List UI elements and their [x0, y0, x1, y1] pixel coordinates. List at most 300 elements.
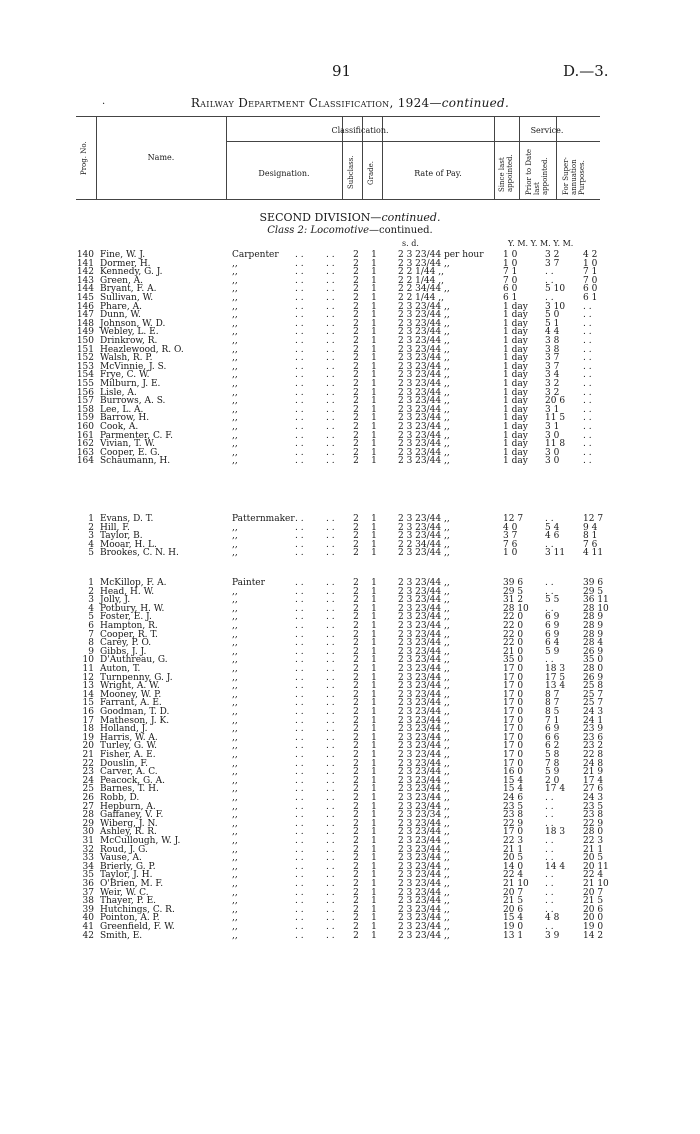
leader-dots: . .: [295, 810, 304, 821]
leader-dots: . .: [295, 638, 304, 649]
row-number: 160: [76, 422, 94, 432]
row-prior-service: . .: [545, 539, 554, 550]
row-grade: 1: [371, 379, 377, 389]
row-rate-of-pay: 2 2 1/44 ,,: [398, 293, 444, 303]
row-grade: 1: [371, 612, 377, 623]
row-prior-service: 6 4: [545, 638, 560, 649]
row-prior-service: . .: [545, 793, 554, 803]
row-superannuation: . .: [583, 344, 592, 355]
leader-dots: . .: [295, 603, 304, 614]
row-since-appointed: 1 day: [503, 318, 528, 329]
row-name: Hampton, R.: [100, 621, 158, 631]
row-designation: ,,: [232, 586, 238, 597]
leader-dots: . .: [295, 267, 304, 278]
row-since-appointed: 31 2: [503, 595, 524, 606]
row-grade: 1: [371, 715, 377, 726]
row-prior-service: . .: [545, 603, 554, 614]
row-since-appointed: 7 6: [503, 539, 518, 550]
row-rate-of-pay: 2 3 23/44 ,,: [398, 724, 450, 735]
row-designation: ,,: [232, 887, 238, 898]
row-subclass: 2: [353, 896, 359, 907]
row-prior-service: 4 8: [545, 913, 560, 924]
row-designation: ,,: [232, 336, 238, 346]
row-number: 31: [82, 836, 94, 846]
row-prior-service: 6 9: [545, 629, 560, 640]
row-rate-of-pay: 2 3 23/44 ,,: [398, 612, 450, 623]
row-name: Schaumann, H.: [100, 456, 171, 467]
row-since-appointed: 15 4: [503, 913, 524, 924]
row-grade: 1: [371, 514, 377, 524]
row-since-appointed: 12 7: [503, 514, 524, 524]
leader-dots: . .: [326, 827, 335, 838]
row-rate-of-pay: 2 3 23/44 ,,: [398, 646, 450, 657]
leader-dots: . .: [295, 578, 304, 588]
row-superannuation: 28 0: [583, 827, 604, 838]
leader-dots: . .: [295, 612, 304, 623]
row-subclass: 2: [353, 853, 359, 864]
row-name: Taylor, B.: [100, 531, 143, 542]
leader-dots: . .: [295, 379, 304, 389]
row-subclass: 2: [353, 715, 359, 726]
leader-dots: . .: [326, 646, 335, 657]
row-designation: ,,: [232, 447, 238, 458]
row-number: 140: [76, 250, 94, 260]
class-heading: Class 2: Locomotive—continued.: [267, 225, 433, 236]
row-since-appointed: 23 8: [503, 810, 524, 821]
row-subclass: 2: [353, 327, 359, 338]
leader-dots: . .: [295, 922, 304, 932]
row-number: 150: [76, 336, 94, 346]
leader-dots: . .: [326, 327, 335, 338]
leader-dots: . .: [326, 732, 335, 743]
row-subclass: 2: [353, 922, 359, 932]
row-number: 24: [82, 775, 94, 786]
row-designation: ,,: [232, 844, 238, 855]
row-since-appointed: 17 0: [503, 741, 524, 752]
leader-dots: . .: [326, 514, 335, 524]
row-grade: 1: [371, 387, 377, 398]
row-subclass: 2: [353, 741, 359, 752]
row-since-appointed: 20 7: [503, 887, 524, 898]
row-since-appointed: 1 day: [503, 344, 528, 355]
row-designation: ,,: [232, 379, 238, 389]
row-since-appointed: 35 0: [503, 655, 524, 666]
leader-dots: . .: [295, 707, 304, 717]
leader-dots: . .: [326, 904, 335, 915]
leader-dots: . .: [326, 430, 335, 441]
row-name: Vivian, T. W.: [100, 439, 156, 450]
row-superannuation: 28 10: [583, 603, 609, 614]
row-rate-of-pay: 2 3 23/44 ,,: [398, 767, 450, 778]
leader-dots: . .: [295, 514, 304, 524]
row-name: Barrow, H.: [100, 413, 150, 424]
row-prior-service: . .: [545, 853, 554, 864]
row-since-appointed: 19 0: [503, 922, 524, 932]
row-grade: 1: [371, 922, 377, 932]
row-number: 15: [82, 698, 94, 709]
row-rate-of-pay: 2 3 23/44 ,,: [398, 603, 450, 614]
row-subclass: 2: [353, 621, 359, 631]
row-rate-of-pay: 2 3 23/44 ,,: [398, 638, 450, 649]
row-subclass: 2: [353, 879, 359, 889]
row-prior-service: 5 0: [545, 310, 560, 321]
row-rate-of-pay: 2 3 23/44 ,,: [398, 818, 450, 829]
row-name: Carey, P. O.: [100, 638, 152, 649]
row-name: Burrows, A. S.: [100, 396, 166, 407]
leader-dots: . .: [326, 447, 335, 458]
row-number: 18: [82, 724, 94, 735]
row-prior-service: . .: [545, 293, 554, 303]
row-grade: 1: [371, 646, 377, 657]
row-superannuation: 24 3: [583, 793, 604, 803]
service-units: Y. M. Y. M. Y. M.: [508, 239, 574, 248]
leader-dots: . .: [326, 404, 335, 415]
row-rate-of-pay: 2 3 23/44 ,,: [398, 310, 450, 321]
leader-dots: . .: [295, 775, 304, 786]
row-since-appointed: 17 0: [503, 827, 524, 838]
row-grade: 1: [371, 810, 377, 821]
row-prior-service: 17 5: [545, 672, 566, 683]
row-designation: ,,: [232, 404, 238, 415]
row-name: Drinkrow, R.: [100, 336, 158, 346]
row-number: 2: [88, 586, 94, 597]
row-designation: ,,: [232, 793, 238, 803]
leader-dots: . .: [326, 603, 335, 614]
leader-dots: . .: [326, 767, 335, 778]
row-rate-of-pay: 2 3 23/44 ,,: [398, 801, 450, 812]
row-since-appointed: 17 0: [503, 715, 524, 726]
row-since-appointed: 17 0: [503, 689, 524, 700]
row-superannuation: 9 4: [583, 522, 598, 533]
row-designation: ,,: [232, 267, 238, 278]
table-row: [0, 456, 700, 467]
row-superannuation: 25 8: [583, 681, 604, 692]
leader-dots: . .: [295, 672, 304, 683]
leader-dots: . .: [295, 621, 304, 631]
leader-dots: . .: [326, 413, 335, 424]
leader-dots: . .: [326, 267, 335, 278]
row-since-appointed: 1 day: [503, 353, 528, 364]
row-name: Goodman, T. D.: [100, 707, 170, 717]
row-superannuation: 6 1: [583, 293, 598, 303]
leader-dots: . .: [326, 638, 335, 649]
row-number: 154: [76, 370, 94, 381]
row-number: 16: [82, 707, 94, 717]
row-superannuation: 20 6: [583, 904, 604, 915]
row-superannuation: 21 1: [583, 844, 604, 855]
row-prior-service: 3 1: [545, 404, 560, 415]
row-since-appointed: 15 4: [503, 784, 524, 795]
row-rate-of-pay: 2 3 23/44 ,,: [398, 741, 450, 752]
row-subclass: 2: [353, 387, 359, 398]
row-grade: 1: [371, 447, 377, 458]
row-number: 23: [82, 767, 94, 778]
row-name: Bryant, F. A.: [100, 284, 157, 295]
row-prior-service: . .: [545, 896, 554, 907]
row-prior-service: 18 3: [545, 664, 566, 674]
row-subclass: 2: [353, 531, 359, 542]
row-rate-of-pay: 2 3 23/44 ,,: [398, 586, 450, 597]
row-prior-service: 3 0: [545, 430, 560, 441]
row-designation: ,,: [232, 655, 238, 666]
row-name: Turley, G. W.: [100, 741, 158, 752]
row-number: 38: [82, 896, 94, 907]
leader-dots: . .: [295, 836, 304, 846]
row-superannuation: . .: [583, 361, 592, 372]
row-subclass: 2: [353, 818, 359, 829]
row-superannuation: 4 11: [583, 548, 604, 559]
row-rate-of-pay: 2 3 23/44 ,,: [398, 439, 450, 450]
row-superannuation: . .: [583, 439, 592, 450]
row-grade: 1: [371, 595, 377, 606]
row-grade: 1: [371, 896, 377, 907]
row-rate-of-pay: 2 3 23/44 ,,: [398, 887, 450, 898]
row-subclass: 2: [353, 595, 359, 606]
row-name: Barnes, T. H.: [100, 784, 159, 795]
row-subclass: 2: [353, 353, 359, 364]
row-since-appointed: 17 0: [503, 724, 524, 735]
row-since-appointed: 1 day: [503, 370, 528, 381]
row-rate-of-pay: 2 3 23/44 ,,: [398, 793, 450, 803]
row-superannuation: 28 9: [583, 621, 604, 631]
row-designation: ,,: [232, 595, 238, 606]
row-grade: 1: [371, 732, 377, 743]
row-rate-of-pay: 2 3 23/44 ,,: [398, 531, 450, 542]
row-superannuation: . .: [583, 456, 592, 467]
row-number: 9: [88, 646, 94, 657]
leader-dots: . .: [326, 336, 335, 346]
row-designation: ,,: [232, 930, 238, 941]
row-name: Green, A.: [100, 275, 144, 286]
row-since-appointed: 17 0: [503, 732, 524, 743]
row-designation: ,,: [232, 361, 238, 372]
row-subclass: 2: [353, 784, 359, 795]
leader-dots: . .: [295, 818, 304, 829]
row-superannuation: 24 3: [583, 707, 604, 717]
leader-dots: . .: [326, 612, 335, 623]
row-since-appointed: 17 0: [503, 664, 524, 674]
row-prior-service: 6 9: [545, 621, 560, 631]
row-rate-of-pay: 2 3 23/44 ,,: [398, 629, 450, 640]
row-prior-service: 4 6: [545, 531, 560, 542]
row-subclass: 2: [353, 318, 359, 329]
row-number: 1: [88, 514, 94, 524]
row-subclass: 2: [353, 539, 359, 550]
row-grade: 1: [371, 844, 377, 855]
row-designation: ,,: [232, 531, 238, 542]
row-designation: ,,: [232, 767, 238, 778]
row-superannuation: 36 11: [583, 595, 609, 606]
row-superannuation: 28 4: [583, 638, 604, 649]
row-prior-service: 3 11: [545, 548, 566, 559]
row-grade: 1: [371, 681, 377, 692]
row-prior-service: 3 2: [545, 250, 560, 260]
row-name: Fisher, A. E.: [100, 750, 156, 760]
row-rate-of-pay: 2 3 23/44 ,,: [398, 379, 450, 389]
row-grade: 1: [371, 396, 377, 407]
row-rate-of-pay: 2 3 23/44 ,,: [398, 758, 450, 769]
row-prior-service: 5 4: [545, 522, 560, 533]
row-superannuation: . .: [583, 430, 592, 441]
row-name: Mooar, H. L.: [100, 539, 157, 550]
row-number: 26: [82, 793, 94, 803]
row-prior-service: 3 4: [545, 370, 560, 381]
row-prior-service: . .: [545, 810, 554, 821]
row-since-appointed: 7 0: [503, 275, 518, 286]
leader-dots: . .: [295, 758, 304, 769]
row-name: Vause, A.: [100, 853, 142, 864]
row-subclass: 2: [353, 638, 359, 649]
row-since-appointed: 17 0: [503, 698, 524, 709]
leader-dots: . .: [295, 913, 304, 924]
row-since-appointed: 16 0: [503, 767, 524, 778]
row-grade: 1: [371, 689, 377, 700]
leader-dots: . .: [295, 698, 304, 709]
row-number: 3: [88, 595, 94, 606]
row-prior-service: . .: [545, 801, 554, 812]
leader-dots: . .: [326, 586, 335, 597]
row-name: Cook, A.: [100, 422, 139, 432]
leader-dots: . .: [326, 396, 335, 407]
row-subclass: 2: [353, 413, 359, 424]
row-subclass: 2: [353, 612, 359, 623]
row-subclass: 2: [353, 284, 359, 295]
row-subclass: 2: [353, 370, 359, 381]
leader-dots: . .: [295, 586, 304, 597]
row-name: Thayer, P. E.: [100, 896, 156, 907]
row-superannuation: 6 0: [583, 284, 598, 295]
row-prior-service: . .: [545, 870, 554, 881]
leader-dots: . .: [326, 930, 335, 941]
row-rate-of-pay: 2 3 23/44 ,,: [398, 698, 450, 709]
row-designation: ,,: [232, 646, 238, 657]
row-grade: 1: [371, 344, 377, 355]
row-number: 13: [82, 681, 94, 692]
row-subclass: 2: [353, 681, 359, 692]
leader-dots: . .: [295, 655, 304, 666]
leader-dots: . .: [326, 629, 335, 640]
row-superannuation: . .: [583, 447, 592, 458]
leader-dots: . .: [326, 853, 335, 864]
row-name: McVinnie, J. S.: [100, 361, 167, 372]
leader-dots: . .: [326, 861, 335, 872]
row-superannuation: 1 0: [583, 258, 598, 269]
row-number: 5: [88, 612, 94, 623]
row-grade: 1: [371, 327, 377, 338]
row-rate-of-pay: 2 3 23/44 ,,: [398, 413, 450, 424]
row-superannuation: 24 8: [583, 758, 604, 769]
row-designation: ,,: [232, 836, 238, 846]
row-since-appointed: 1 day: [503, 439, 528, 450]
header-prior-to-date: Prior to Date last appointed.: [525, 148, 549, 195]
row-subclass: 2: [353, 344, 359, 355]
header-since-appointed: Since last appointed.: [498, 154, 514, 192]
row-number: 10: [82, 655, 94, 666]
header-superannuation: For Super-annuation Purposes.: [562, 157, 586, 195]
row-rate-of-pay: 2 3 23/44 ,,: [398, 879, 450, 889]
page-number: 91: [332, 62, 352, 80]
row-name: Gibbs, J. J.: [100, 646, 147, 657]
row-superannuation: 21 9: [583, 767, 604, 778]
row-designation: ,,: [232, 698, 238, 709]
row-superannuation: 8 1: [583, 531, 598, 542]
row-rate-of-pay: 2 3 23/44 ,,: [398, 370, 450, 381]
row-number: 7: [88, 629, 94, 640]
row-superannuation: 23 9: [583, 724, 604, 735]
row-number: 27: [82, 801, 94, 812]
leader-dots: . .: [326, 681, 335, 692]
row-since-appointed: 1 day: [503, 310, 528, 321]
row-designation: ,,: [232, 629, 238, 640]
row-grade: 1: [371, 258, 377, 269]
row-designation: ,,: [232, 275, 238, 286]
row-since-appointed: 17 0: [503, 707, 524, 717]
row-designation: ,,: [232, 344, 238, 355]
row-subclass: 2: [353, 758, 359, 769]
leader-dots: . .: [326, 810, 335, 821]
leader-dots: . .: [295, 548, 304, 559]
row-rate-of-pay: 2 3 23/44 ,,: [398, 896, 450, 907]
row-since-appointed: 28 10: [503, 603, 529, 614]
leader-dots: . .: [326, 379, 335, 389]
leader-dots: . .: [326, 870, 335, 881]
row-rate-of-pay: 2 3 23/44 ,,: [398, 913, 450, 924]
row-since-appointed: 22 0: [503, 629, 524, 640]
row-name: Hepburn, A.: [100, 801, 156, 812]
row-since-appointed: 21 10: [503, 879, 529, 889]
row-designation: ,,: [232, 870, 238, 881]
row-subclass: 2: [353, 336, 359, 346]
leader-dots: . .: [326, 531, 335, 542]
leader-dots: . .: [295, 284, 304, 295]
row-prior-service: 3 9: [545, 930, 560, 941]
row-number: 41: [82, 922, 94, 932]
row-number: 33: [82, 853, 94, 864]
row-designation: ,,: [232, 724, 238, 735]
row-subclass: 2: [353, 913, 359, 924]
row-subclass: 2: [353, 361, 359, 372]
row-name: Smith, E.: [100, 930, 143, 941]
row-number: 164: [76, 456, 94, 467]
leader-dots: . .: [326, 387, 335, 398]
row-rate-of-pay: 2 3 23/44 ,,: [398, 578, 450, 588]
row-grade: 1: [371, 284, 377, 295]
row-superannuation: . .: [583, 396, 592, 407]
row-grade: 1: [371, 430, 377, 441]
row-number: 3: [88, 531, 94, 542]
row-number: 161: [76, 430, 94, 441]
row-grade: 1: [371, 301, 377, 312]
row-grade: 1: [371, 531, 377, 542]
bullet-mark: .: [102, 96, 106, 107]
row-prior-service: . .: [545, 275, 554, 286]
row-name: D'Authreau, G.: [100, 655, 168, 666]
row-name: McKillop, F. A.: [100, 578, 167, 588]
row-rate-of-pay: 2 3 23/44 ,,: [398, 522, 450, 533]
leader-dots: . .: [326, 456, 335, 467]
row-rate-of-pay: 2 3 23/44 ,,: [398, 655, 450, 666]
row-since-appointed: 17 0: [503, 681, 524, 692]
row-name: Kennedy, G. J.: [100, 267, 163, 278]
leader-dots: . .: [295, 456, 304, 467]
row-number: 22: [82, 758, 94, 769]
row-rate-of-pay: 2 3 23/44 ,,: [398, 422, 450, 432]
row-since-appointed: 22 0: [503, 621, 524, 631]
leader-dots: . .: [295, 370, 304, 381]
row-number: 156: [76, 387, 94, 398]
row-rate-of-pay: 2 3 23/44 ,,: [398, 344, 450, 355]
document-reference: D.—3.: [563, 62, 609, 80]
